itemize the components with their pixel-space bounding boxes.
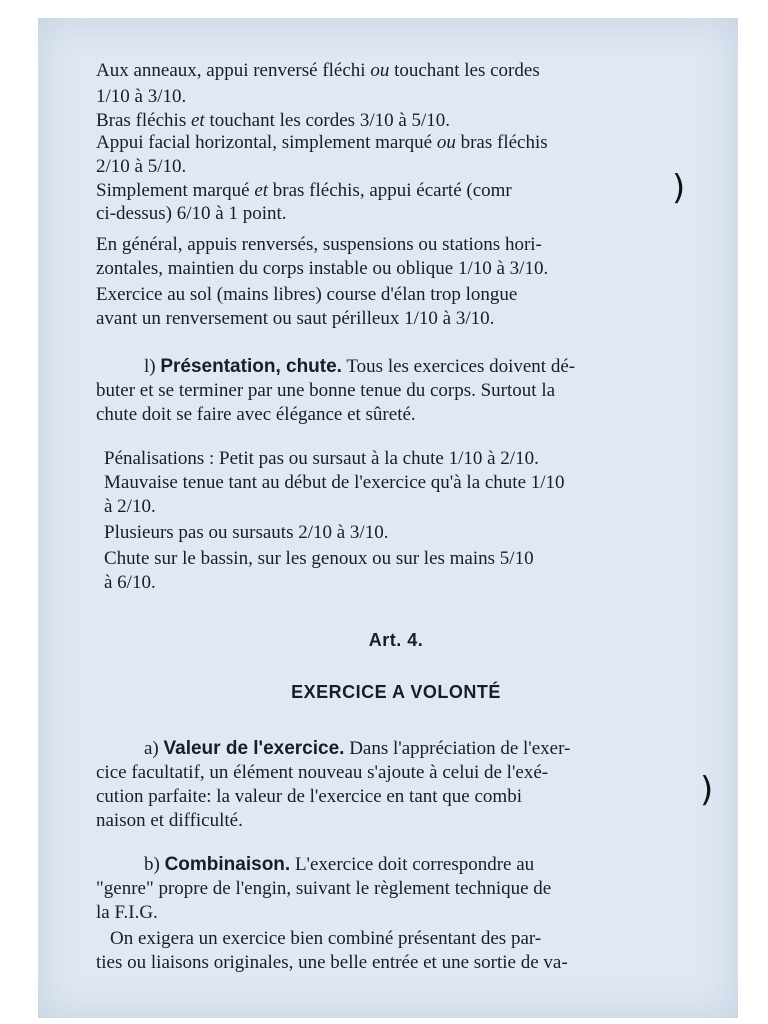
text-line: zontales, maintien du corps instable ou oblique 1/10 à 3/10.	[96, 258, 549, 279]
margin-bracket: )	[672, 168, 686, 208]
text-line: 1/10 à 3/10.	[96, 86, 187, 107]
article-number: Art. 4.	[368, 630, 424, 650]
text-line: Bras fléchis et touchant les cordes 3/10 à 5/10.	[96, 110, 451, 131]
section-title: EXERCICE A VOLONTÉ	[291, 682, 501, 702]
text-line: la F.I.G.	[96, 902, 158, 923]
text-line: Appui facial horizontal, simplement marqué ou bras fléchis	[96, 132, 548, 153]
text-line: Chute sur le bassin, sur les genoux ou sur les mains 5/10	[104, 548, 534, 569]
text-line: Exercice au sol (mains libres) course d'élan trop longue	[96, 284, 518, 305]
text-line: Pénalisations : Petit pas ou sursaut à la chute 1/10 à 2/10.	[104, 448, 539, 469]
text-line: Mauvaise tenue tant au début de l'exercice qu'à la chute 1/10	[104, 472, 565, 493]
text-line: ties ou liaisons originales, une belle entrée et une sortie de va-	[96, 952, 568, 973]
text-line: "genre" propre de l'engin, suivant le règlement technique de	[96, 878, 552, 899]
text-line: l) Présentation, chute. Tous les exercices doivent dé-	[144, 356, 576, 377]
margin-bracket: )	[700, 770, 714, 810]
text-line: à 6/10.	[104, 572, 156, 593]
text-line: Simplement marqué et bras fléchis, appui écarté (comr	[96, 180, 512, 201]
text-line: Plusieurs pas ou sursauts 2/10 à 3/10.	[104, 522, 389, 543]
text-line: à 2/10.	[104, 496, 156, 517]
text-line: chute doit se faire avec élégance et sûreté.	[96, 404, 416, 425]
text-line: a) Valeur de l'exercice. Dans l'appréciation de l'exer-	[144, 738, 571, 759]
text-line: ci-dessus) 6/10 à 1 point.	[96, 203, 287, 224]
text-line: En général, appuis renversés, suspensions ou stations hori-	[96, 234, 542, 255]
text-line: cice facultatif, un élément nouveau s'ajoute à celui de l'exé-	[96, 762, 549, 783]
text-line: Aux anneaux, appui renversé fléchi ou touchant les cordes	[96, 60, 540, 81]
text-line: On exigera un exercice bien combiné présentant des par-	[110, 928, 542, 949]
text-line: naison et difficulté.	[96, 810, 243, 831]
document-page	[38, 18, 738, 1018]
text-line: avant un renversement ou saut périlleux 1/10 à 3/10.	[96, 308, 495, 329]
text-line: 2/10 à 5/10.	[96, 156, 187, 177]
text-line: buter et se terminer par une bonne tenue du corps. Surtout la	[96, 380, 556, 401]
text-line: b) Combinaison. L'exercice doit correspondre au	[144, 854, 535, 875]
text-line: cution parfaite: la valeur de l'exercice en tant que combi	[96, 786, 522, 807]
